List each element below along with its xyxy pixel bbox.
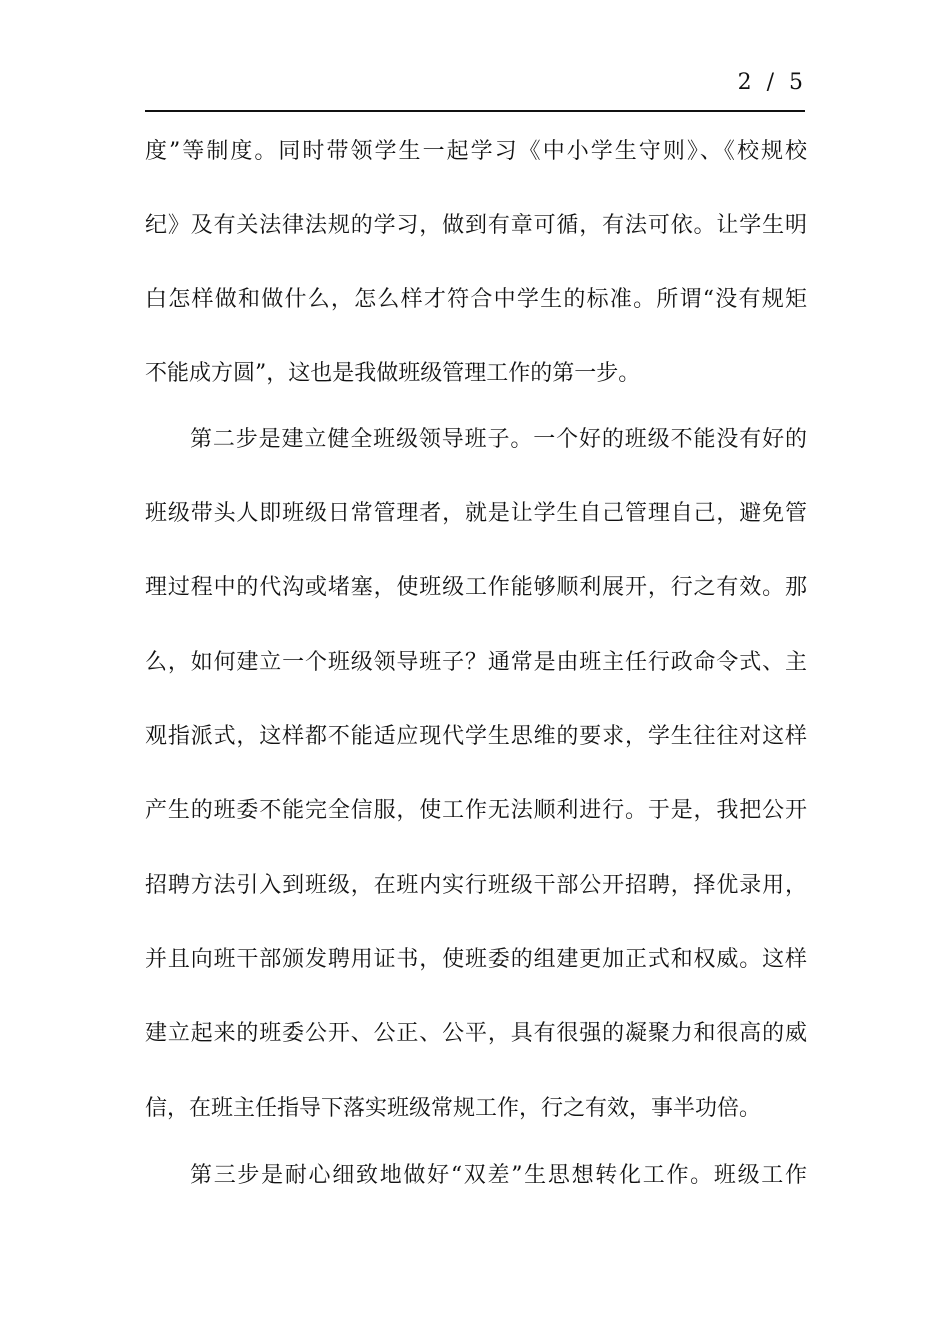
body-line: 建立起来的班委公开、公正、公平，具有很强的凝聚力和很高的威: [145, 1021, 807, 1046]
body-line: 招聘方法引入到班级，在班内实行班级干部公开招聘，择优录用，: [145, 873, 807, 898]
body-line: 不能成方圆”，这也是我做班级管理工作的第一步。: [145, 361, 641, 386]
body-line: 么，如何建立一个班级领导班子？通常是由班主任行政命令式、主: [145, 650, 807, 675]
body-line: 第二步是建立健全班级领导班子。一个好的班级不能没有好的: [190, 427, 807, 452]
body-line: 第三步是耐心细致地做好“双差”生思想转化工作。班级工作: [190, 1163, 807, 1188]
header-divider: [145, 110, 805, 112]
body-line: 信，在班主任指导下落实班级常规工作，行之有效，事半功倍。: [145, 1096, 762, 1121]
body-line: 度”等制度。同时带领学生一起学习《中小学生守则》、《校规校: [145, 139, 807, 164]
body-line: 并且向班干部颁发聘用证书，使班委的组建更加正式和权威。这样: [145, 947, 807, 972]
body-line: 产生的班委不能完全信服，使工作无法顺利进行。于是，我把公开: [145, 798, 807, 823]
page-number: 2 / 5: [737, 70, 807, 95]
body-line: 白怎样做和做什么，怎么样才符合中学生的标准。所谓“没有规矩: [145, 287, 807, 312]
body-line: 纪》及有关法律法规的学习，做到有章可循，有法可依。让学生明: [145, 213, 807, 238]
body-line: 理过程中的代沟或堵塞，使班级工作能够顺利展开，行之有效。那: [145, 575, 807, 600]
body-line: 班级带头人即班级日常管理者，就是让学生自己管理自己，避免管: [145, 501, 807, 526]
body-line: 观指派式，这样都不能适应现代学生思维的要求，学生往往对这样: [145, 724, 807, 749]
